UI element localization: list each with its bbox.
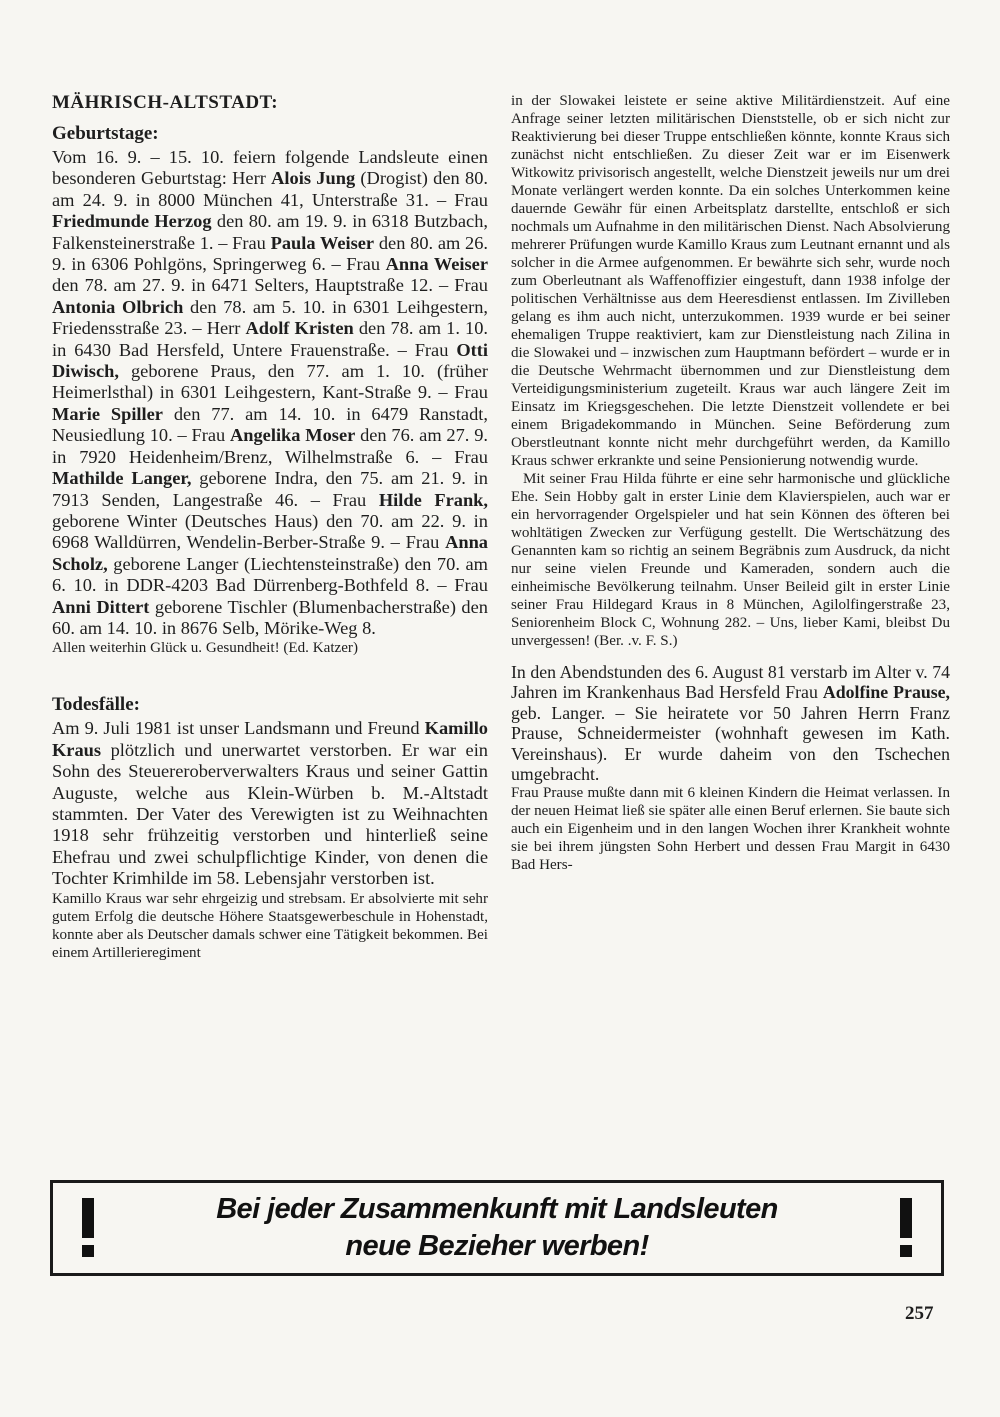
page-number: 257 [905, 1303, 934, 1324]
family-text: Mit seiner Frau Hilda führte er eine sehr harmonische und glückliche Ehe. Sein Hobby galt in erster Linie dem Klavierspielen, auch war er ein hervorragender Orgelspieler und hat sein Können des öfteren bei wohltätigen Zwecken zur Verfügung gestellt. Die Wertschätzung des Genannten kam so richtig an seinem Begräbnis zum Ausdruck, da nicht nur seine vielen Freunde und Kameraden, sondern auch die einheimische Bevölkerung teilnahm. Unser Beileid gilt in erster Linie seiner Frau Hildegard Kraus in 8 München, Agilolfingerstraße 23, Seniorenheim Block C, Wohnung 282. – Uns, lieber Kami, bleibst Du unvergessen! [511, 471, 950, 649]
right-column [511, 92, 950, 874]
obituary-kraus-career-start: Kamillo Kraus war sehr ehrgeizig und strebsam. Er absolvierte mit sehr gutem Erfolg die deutsche Höhere Staatsgewerbeschule in Hohenstadt, konnte aber als Deutscher damals schwer eine Tätigkeit bekommen. Bei einem Artillerieregiment [52, 890, 488, 961]
banner-line-2: neue Bezieher werben! [345, 1230, 649, 1262]
left-column [52, 92, 488, 962]
obituary-signature: (Ber. .v. F. S.) [594, 633, 678, 649]
birthdays-closing [52, 639, 488, 658]
birthdays-title: Geburtstage: [52, 123, 159, 144]
closing-signature: (Ed. Katzer) [283, 640, 358, 657]
obituary-prause-text: Frau Prause mußte dann mit 6 kleinen Kindern die Heimat verlassen. In der neuen Heimat ließ sie später alle einen Beruf erlernen. Sie baute sich auch ein Eigenheim und in den langen Wochen ihrer Krankheit wohnte sie bei ihrem jüngsten Sohn Herbert und dessen Frau Margit in 6430 Bad Hers- [511, 785, 950, 874]
banner-text [123, 1191, 871, 1265]
banner-line-1: Bei jeder Zusammenkunft mit Landsleuten [216, 1193, 778, 1225]
subscriber-banner [50, 1180, 944, 1276]
exclamation-icon [871, 1183, 941, 1273]
obituary-prause-intro: In den Abendstunden des 6. August 81 verstarb im Alter v. 74 Jahren im Krankenhaus Bad Hersfeld Frau Adolfine Prause, geb. Langer. – Sie heiratete vor 50 Jahren Herrn Franz Prause, Schneidermeister (wohnhaft gewesen im Kath. Vereinshaus). Er wurde daheim von den Tschechen umgebracht. [511, 662, 950, 785]
obituary-kraus-intro: Am 9. Juli 1981 ist unser Landsmann und Freund Kamillo Kraus plötzlich und unerwartet verstorben. Er war ein Sohn des Steuereroberverwalters Kraus und seiner Gattin Auguste, welche aus Klein-Würben b. M.-Altstadt stammten. Der Vater des Verewigten ist zu Weihnachten 1918 sehr frühzeitig verstorben und hinterließ seine Ehefrau und zwei schulpflichtige Kinder, von denen die Tochter Krimhilde im 58. Lebensjahr verstorben ist. [52, 718, 488, 889]
obituary-kraus-family [511, 470, 950, 650]
section-heading: MÄHRISCH-ALTSTADT: [52, 92, 279, 113]
deaths-title: Todesfälle: [52, 694, 140, 716]
obituary-kraus-career: in der Slowakei leistete er seine aktive Militärdienstzeit. Auf eine Anfrage seiner letzten militärischen Dienststelle, ob er sich nicht zur Reaktivierung bei dieser Truppe entschließen könnte, konnte Kraus sich zunächst nicht entschließen. Zu dieser Zeit war er im Eisenwerk Witkowitz privisorisch angestellt, welche Dienstzeit jeweils nur um drei Monate verlängert werden konnte. Da ein solches Unterkommen keine dauernde Gewähr für einen Arbeitsplatz darstellte, entschloß er sich nochmals um Aufnahme in den militärischen Dienst. Nach Absolvierung mehrerer Prüfungen wurde Kamillo Kraus zum Leutnant ernannt und als solcher in die Armee aufgenommen. Er bewährte sich sehr, wurde noch zum Oberleutnant als Waffenoffizier eingestuft, dann 1938 infolge der politischen Verhältnisse aus dem Heeresdienst entlassen. Im Zivilleben gelang es ihm auch nicht, unterzukommen. 1939 wurde er bei seiner ehemaligen Truppe reaktiviert, kam zur Dienstleistung nach Zilina in die Slowakei und – inzwischen zum Hauptmann befördert – wurde er in die Deutsche Wehrmacht übernommen und zur Dienstleistung dem Verteidigungsministerium zugeteilt. Kraus war auch längere Zeit im Einsatz im Kriegsgeschehen. Die letzte Dienstzeit vollendete er bei einem Brigadekommando in München. Seine Beförderung zum Oberstleutnant konnte nicht mehr durchgeführt werden, da Kamillo Kraus schwer erkrankte und seine Pensionierung notwendig wurde. [511, 93, 950, 469]
birthdays-text: Vom 16. 9. – 15. 10. feiern folgende Landsleute einen besonderen Geburtstag: Herr Alois Jung (Drogist) den 80. am 24. 9. in 8000 München 41, Unterstraße 31. – Frau Friedmunde Herzog den 80. am 19. 9. in 6318 Butzbach, Falkensteinerstraße 1. – Frau Paula Weiser den 80. am 26. 9. in 6306 Pohlgöns, Springerweg 6. – Frau Anna Weiser den 78. am 27. 9. in 6471 Selters, Hauptstraße 12. – Frau Antonia Olbrich den 78. am 5. 10. in 6301 Leihgestern, Friedensstraße 23. – Herr Adolf Kristen den 78. am 1. 10. in 6430 Bad Hersfeld, Untere Frauenstraße. – Frau Otti Diwisch, geborene Praus, den 77. am 1. 10. (früher Heimerlsthal) in 6301 Leihgestern, Kant-Straße 9. – Frau Marie Spiller den 77. am 14. 10. in 6479 Ranstadt, Neusiedlung 10. – Frau Angelika Moser den 76. am 27. 9. in 7920 Heidenheim/Brenz, Wilhelmstraße 6. – Frau Mathilde Langer, geborene Indra, den 75. am 21. 9. in 7913 Senden, Langestraße 46. – Frau Hilde Frank, geborene Winter (Deutsches Haus) den 70. am 22. 9. in 6968 Walldürren, Wendelin-Berber-Straße 9. – Frau Anna Scholz, geborene Langer (Liechtensteinstraße) den 70. am 6. 10. in DDR-4203 Bad Dürrenberg-Bothfeld 8. – Frau Anni Dittert geborene Tischler (Blumenbacherstraße) den 60. am 14. 10. in 8676 Selb, Mörike-Weg 8. [52, 147, 489, 638]
exclamation-icon [53, 1183, 123, 1273]
closing-text: Allen weiterhin Glück u. Gesundheit! [52, 640, 280, 657]
